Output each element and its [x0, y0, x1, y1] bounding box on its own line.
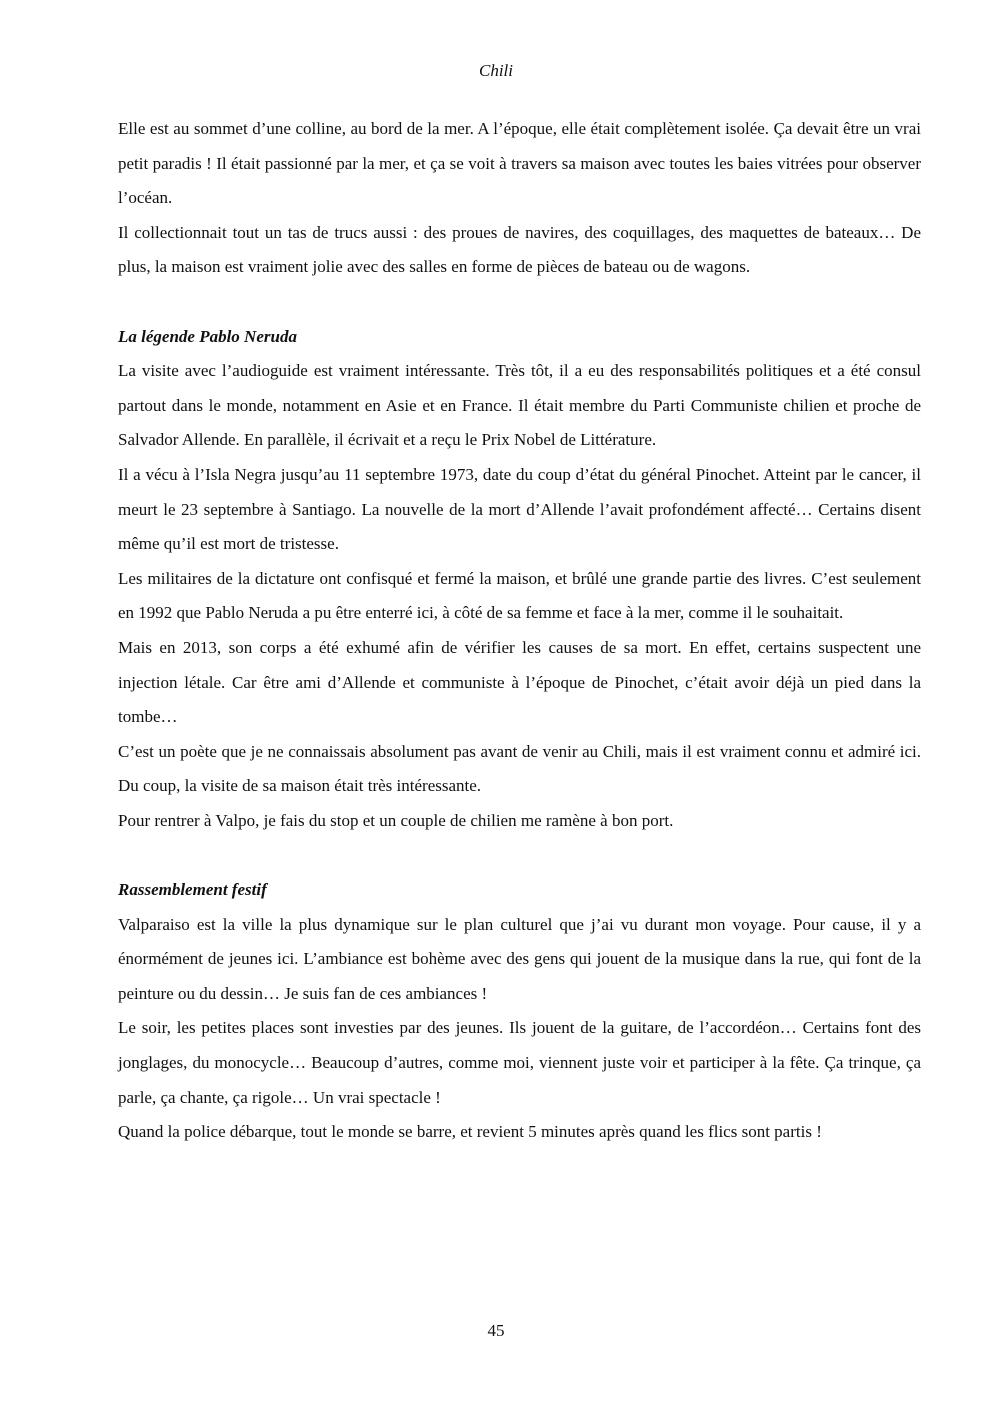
intro-paragraph: Il collectionnait tout un tas de trucs aussi : des proues de navires, des coquillages, des maquettes de bateaux… De plus, la maison est vraiment jolie avec des salles en forme de pièces de bateau ou de wagons. [118, 222, 921, 277]
paragraph: C’est un poète que je ne connaissais absolument pas avant de venir au Chili, mais il est vraiment connu et admiré ici. Du coup, la visite de sa maison était très intéressante. [118, 741, 921, 796]
paragraph: Il a vécu à l’Isla Negra jusqu’au 11 septembre 1973, date du coup d’état du général Pinochet. Atteint par le cancer, il meurt le 23 septembre à Santiago. La nouvelle de la mort d’Allende l’avait profondément affecté… Certains disent même qu’il est mort de tristesse. [118, 464, 921, 554]
running-header: Chili [478, 61, 513, 80]
paragraph: Mais en 2013, son corps a été exhumé afin de vérifier les causes de sa mort. En effet, certains suspectent une injection létale. Car être ami d’Allende et communiste à l’époque de Pinochet, c’était avoir déjà un pied dans la tombe… [118, 637, 921, 727]
page-number: 45 [487, 1321, 505, 1340]
section-heading-festif: Rassemblement festif [118, 880, 267, 900]
paragraph: La visite avec l’audioguide est vraiment intéressante. Très tôt, il a eu des responsabilités politiques et a été consul partout dans le monde, notamment en Asie et en France. Il était membre du Parti Communiste chilien et proche de Salvador Allende. En parallèle, il écrivait et a reçu le Prix Nobel de Littérature. [118, 361, 921, 450]
paragraph: Le soir, les petites places sont investies par des jeunes. Ils jouent de la guitare, de l’accordéon… Certains font des jonglages, du monocycle… Beaucoup d’autres, comme moi, viennent juste voir et participer à la fête. Ça trinque, ça parle, ça chante, ça rigole… Un vrai spectacle ! [118, 1018, 921, 1107]
paragraph: Pour rentrer à Valpo, je fais du stop et un couple de chilien me ramène à bon port. [118, 810, 674, 830]
paragraph: Quand la police débarque, tout le monde se barre, et revient 5 minutes après quand les flics sont partis ! [118, 1122, 822, 1142]
paragraph: Valparaiso est la ville la plus dynamique sur le plan culturel que j’ai vu durant mon voyage. Pour cause, il y a énormément de jeunes ici. L’ambiance est bohème avec des gens qui jouent de la musique dans la rue, qui font de la peinture ou du dessin… Je suis fan de ces ambiances ! [118, 914, 921, 1003]
section-spacer [118, 838, 921, 873]
section-heading-neruda: La légende Pablo Neruda [118, 326, 297, 346]
intro-paragraph: Elle est au sommet d’une colline, au bord de la mer. A l’époque, elle était complètement isolée. Ça devait être un vrai petit paradis ! Il était passionné par la mer, et ça se voit à travers sa maison avec toutes les baies vitrées pour observer l’océan. [118, 119, 921, 208]
paragraph: Les militaires de la dictature ont confisqué et fermé la maison, et brûlé une grande partie des livres. C’est seulement en 1992 que Pablo Neruda a pu être enterré ici, à côté de sa femme et face à la mer, comme il le souhaitait. [118, 568, 921, 623]
page-body [118, 112, 921, 1150]
section-spacer [118, 285, 921, 320]
